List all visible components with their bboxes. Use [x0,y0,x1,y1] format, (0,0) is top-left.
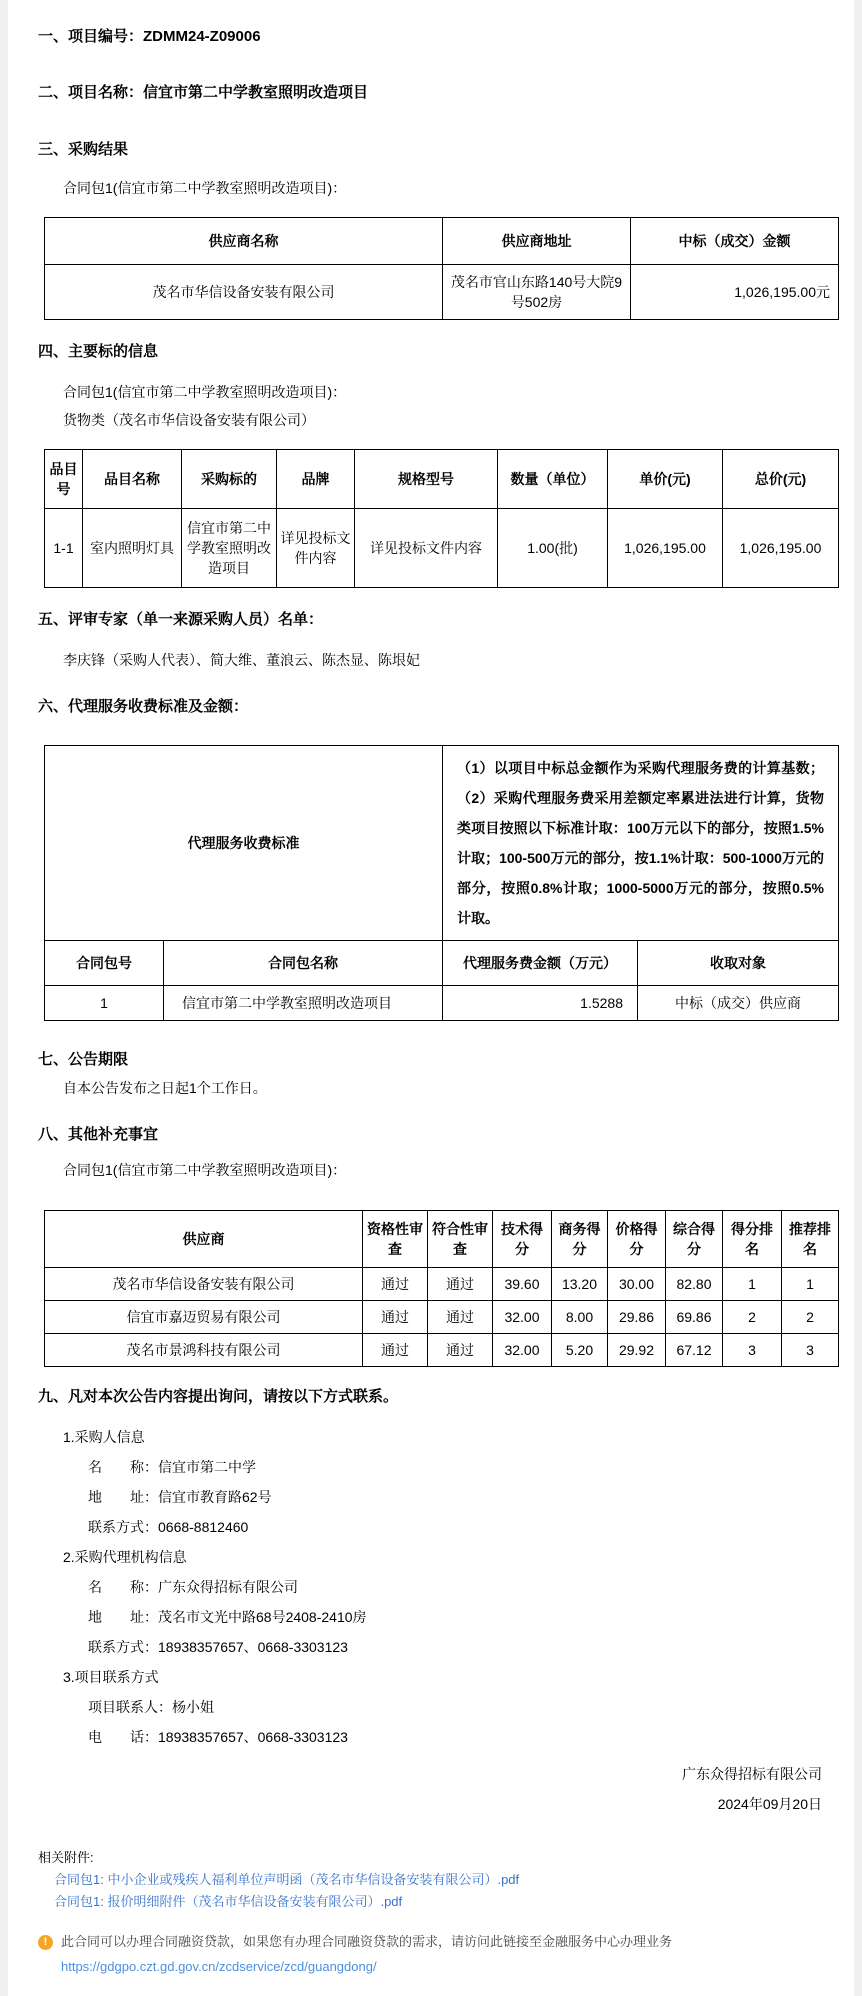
header-package-name: 合同包名称 [164,941,443,986]
section-title-procurement-result: 三、采购结果 [38,141,129,158]
cell-qualification: 通过 [363,1268,428,1301]
cell-recommend-rank: 1 [782,1268,839,1301]
table-header-row [45,218,839,265]
finance-notice [8,1932,854,1952]
header-fee-payer: 收取对象 [638,941,839,986]
cell-technical-score: 39.60 [493,1268,552,1301]
cell-price-score: 29.92 [608,1334,666,1367]
cell-package-number: 1 [45,986,164,1021]
expert-names: 李庆锋（采购人代表）、简大维、董浪云、陈杰显、陈垠妃 [63,652,420,668]
package-label-supplementary: 合同包1(信宜市第二中学教室照明改造项目)： [63,1162,347,1178]
agency-fee-table [44,745,839,1021]
cell-qualification: 通过 [363,1334,428,1367]
cell-total-price: 1,026,195.00 [723,509,839,588]
agency-name: 名 称：广东众得招标有限公司 [88,1579,298,1595]
cell-item-name: 室内照明灯具 [83,509,182,588]
cell-fee-payer: 中标（成交）供应商 [638,986,839,1021]
cell-supplier-address: 茂名市官山东路140号大院9号502房 [443,265,631,320]
score-table [44,1210,839,1367]
header-award-amount: 中标（成交）金额 [631,218,839,265]
header-overall-score: 综合得分 [666,1211,723,1268]
header-quantity: 数量（单位） [498,450,608,509]
cell-quantity: 1.00(批) [498,509,608,588]
cell-supplier: 茂名市华信设备安装有限公司 [45,1268,363,1301]
cell-supplier: 信宜市嘉迈贸易有限公司 [45,1301,363,1334]
package-label-result: 合同包1(信宜市第二中学教室照明改造项目)： [63,180,347,196]
agency-signature: 广东众得招标有限公司 [682,1766,822,1782]
cell-score-rank: 1 [723,1268,782,1301]
cell-business-score: 8.00 [552,1301,608,1334]
cell-recommend-rank: 3 [782,1334,839,1367]
cell-qualification: 通过 [363,1301,428,1334]
section-title-contact-methods: 九、凡对本次公告内容提出询问，请按以下方式联系。 [38,1388,399,1405]
cell-overall-score: 67.12 [666,1334,723,1367]
project-contact-heading: 3.项目联系方式 [63,1669,159,1685]
header-unit-price: 单价(元) [608,450,723,509]
supplier-result-table [44,217,839,320]
fee-standard-label: 代理服务收费标准 [45,746,443,941]
table-row [45,1301,839,1334]
section-title-review-experts: 五、评审专家（单一来源采购人员）名单： [38,611,324,628]
category-label: 货物类（茂名市华信设备安装有限公司） [63,412,315,428]
header-supplier: 供应商 [45,1211,363,1268]
section-title-project-number: 一、项目编号：ZDMM24-Z09006 [38,28,261,45]
section-title-announcement-period: 七、公告期限 [38,1051,129,1068]
cell-award-amount: 1,026,195.00元 [631,265,839,320]
cell-unit-price: 1,026,195.00 [608,509,723,588]
header-procurement-subject: 采购标的 [182,450,277,509]
cell-overall-score: 69.86 [666,1301,723,1334]
section-title-main-subject-info: 四、主要标的信息 [38,343,159,360]
procurement-announcement-page [8,0,854,1996]
header-business-score: 商务得分 [552,1211,608,1268]
attachment-link-declaration-pdf[interactable]: 合同包1: 中小企业或残疾人福利单位声明函（茂名市华信设备安装有限公司）.pdf [54,1872,520,1887]
header-conformity-review: 符合性审查 [428,1211,493,1268]
cell-business-score: 5.20 [552,1334,608,1367]
cell-package-name: 信宜市第二中学教室照明改造项目 [164,986,443,1021]
cell-technical-score: 32.00 [493,1334,552,1367]
cell-technical-score: 32.00 [493,1301,552,1334]
subject-detail-table [44,449,839,588]
header-supplier-address: 供应商地址 [443,218,631,265]
cell-supplier-name: 茂名市华信设备安装有限公司 [45,265,443,320]
cell-recommend-rank: 2 [782,1301,839,1334]
buyer-name: 名 称：信宜市第二中学 [88,1459,256,1475]
section-title-agency-fee: 六、代理服务收费标准及金额： [38,698,249,715]
attachments-label: 相关附件: [38,1850,94,1865]
table-row [45,509,839,588]
header-brand: 品牌 [277,450,355,509]
table-row [45,265,839,320]
buyer-address: 地 址：信宜市教育路62号 [88,1489,272,1505]
attachments-section [8,1847,854,1913]
header-score-rank: 得分排名 [723,1211,782,1268]
cell-overall-score: 82.80 [666,1268,723,1301]
cell-price-score: 30.00 [608,1268,666,1301]
fee-standard-text: （1）以项目中标总金额作为采购代理服务费的计算基数；（2）采购代理服务费采用差额定率累进法进行计算，货物类项目按照以下标准计取：100万元以下的部分，按照1.5%计取；100-500万元的部分，按1.1%计取：500-1000万元的部分，按照0.8%计取；1000-5000万元的部分，按照0.5%计取。 [443,746,839,941]
cell-business-score: 13.20 [552,1268,608,1301]
table-row [45,1268,839,1301]
cell-conformity: 通过 [428,1334,493,1367]
header-total-price: 总价(元) [723,450,839,509]
contacts-block [8,1427,854,1747]
announcement-date: 2024年09月20日 [717,1796,822,1812]
table-header-row [45,1211,839,1268]
project-contact-phone: 电 话：18938357657、0668-3303123 [88,1729,348,1745]
table-header-row [45,941,839,986]
project-contact-person: 项目联系人：杨小姐 [88,1699,214,1715]
cell-item-number: 1-1 [45,509,83,588]
cell-conformity: 通过 [428,1301,493,1334]
header-item-number: 品目号 [45,450,83,509]
attachment-link-quotation-pdf[interactable]: 合同包1: 报价明细附件（茂名市华信设备安装有限公司）.pdf [54,1894,403,1909]
cell-score-rank: 3 [723,1334,782,1367]
header-recommend-rank: 推荐排名 [782,1211,839,1268]
warning-icon: ! [38,1935,53,1950]
cell-price-score: 29.86 [608,1301,666,1334]
finance-service-link[interactable]: https://gdgpo.czt.gd.gov.cn/zcdservice/zcd/guangdong/ [61,1959,377,1974]
header-package-number: 合同包号 [45,941,164,986]
finance-notice-text: 此合同可以办理合同融资贷款，如果您有办理合同融资贷款的需求，请访问此链接至金融服务中心办理业务 [61,1934,673,1949]
section-title-project-name: 二、项目名称：信宜市第二中学教室照明改造项目 [38,84,369,101]
header-spec-model: 规格型号 [355,450,498,509]
cell-score-rank: 2 [723,1301,782,1334]
cell-spec-model: 详见投标文件内容 [355,509,498,588]
agency-info-heading: 2.采购代理机构信息 [63,1549,187,1565]
cell-supplier: 茂名市景鸿科技有限公司 [45,1334,363,1367]
header-supplier-name: 供应商名称 [45,218,443,265]
cell-procurement-subject: 信宜市第二中学教室照明改造项目 [182,509,277,588]
package-label-subject: 合同包1(信宜市第二中学教室照明改造项目)： [63,384,347,400]
announcement-period-text: 自本公告发布之日起1个工作日。 [63,1080,267,1096]
header-price-score: 价格得分 [608,1211,666,1268]
cell-fee-amount: 1.5288 [443,986,638,1021]
buyer-info-heading: 1.采购人信息 [63,1429,145,1445]
section-title-other-supplementary: 八、其他补充事宜 [38,1126,159,1143]
table-header-row [45,450,839,509]
header-fee-amount: 代理服务费金额（万元） [443,941,638,986]
header-technical-score: 技术得分 [493,1211,552,1268]
agency-contact: 联系方式：18938357657、0668-3303123 [88,1639,348,1655]
cell-brand: 详见投标文件内容 [277,509,355,588]
agency-address: 地 址：茂名市文光中路68号2408-2410房 [88,1609,367,1625]
fee-standard-row [45,746,839,941]
cell-conformity: 通过 [428,1268,493,1301]
buyer-contact: 联系方式：0668-8812460 [88,1519,249,1535]
header-qualification-review: 资格性审查 [363,1211,428,1268]
header-item-name: 品目名称 [83,450,182,509]
table-row [45,1334,839,1367]
table-row [45,986,839,1021]
